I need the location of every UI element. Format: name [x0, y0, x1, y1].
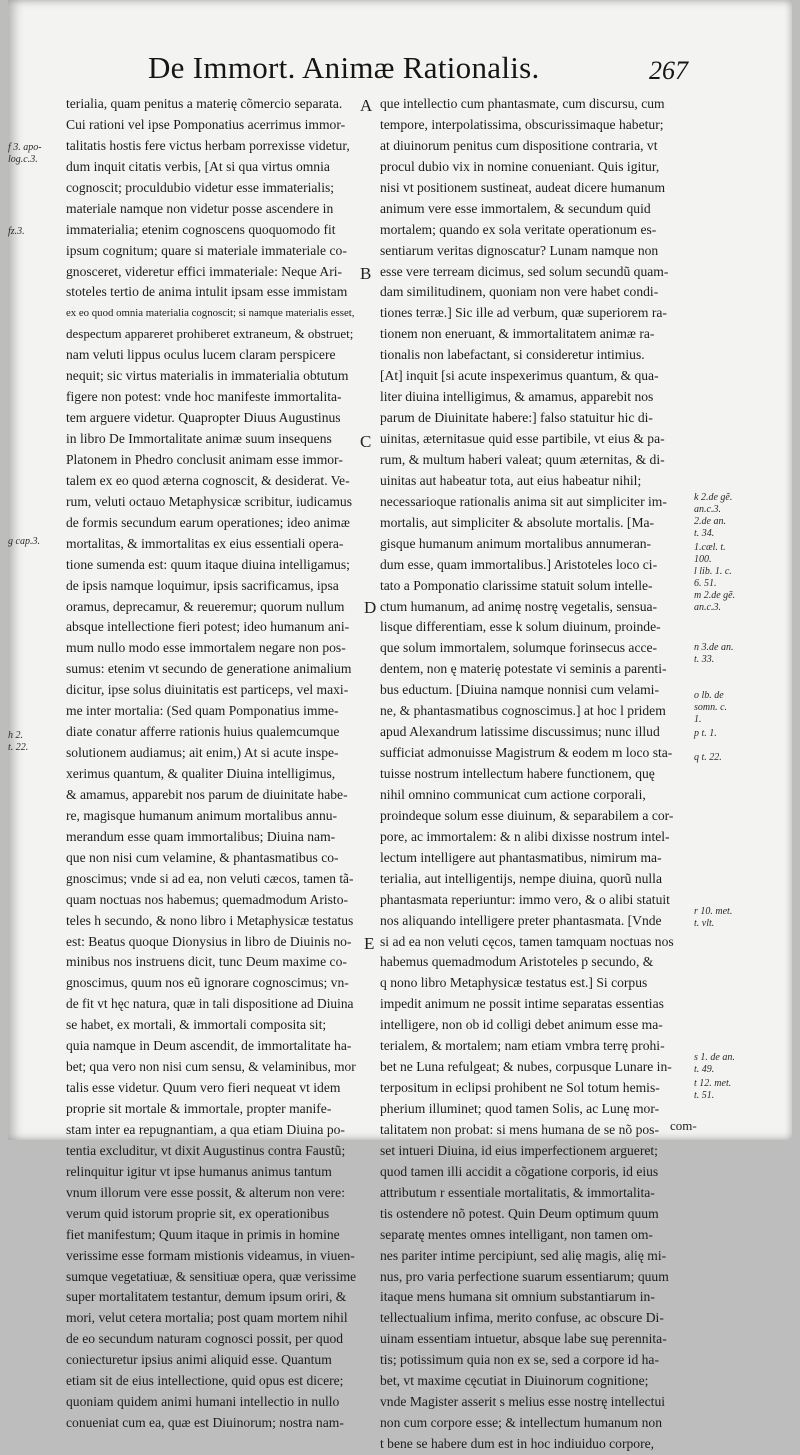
text-line: tellectualium infima, merito confuse, ac obscure Di- [380, 1310, 664, 1326]
text-line: rum, & multum haberi valeat; quum æternitas, & di- [380, 451, 665, 467]
text-line: minibus nos instruens dicit, tunc Deum maxime co- [66, 954, 347, 970]
text-line: de ipsis namque loquimur, ipsis sacrificamus, ipsa [66, 577, 339, 593]
page-title: De Immort. Animæ Rationalis. [148, 50, 540, 85]
text-line: set intueri Diuina, id eius imperfectionem argueret; [380, 1142, 658, 1158]
text-line: sumus: etenim vt secundo de generatione animalium [66, 661, 352, 677]
text-line: Cui rationi vel ipse Pomponatius acerrimus immor- [66, 116, 346, 132]
text-line: Platonem in Phedro conclusit animam esse immor- [66, 451, 343, 467]
text-line: ctum humanum, ad animę nostrę vegetalis, sensua- [380, 598, 658, 614]
text-line: lisque differentiam, esse k solum diuinum, proinde- [380, 619, 661, 635]
text-line: tempore, interpolatissima, obscurissimaque habetur; [380, 116, 664, 132]
text-line: intelligere, non ob id colligi debet animum esse ma- [380, 1017, 663, 1033]
section-marker-e: E [364, 934, 375, 953]
running-header [148, 50, 688, 98]
text-line: non cum corpore esse; & intellectum humanum non [380, 1415, 663, 1431]
text-line: tem arguere videtur. Quapropter Diuus Augustinus [66, 410, 341, 426]
text-line: liter diuina intelligimus, & amamus, apparebit nos [380, 389, 654, 405]
margin-note-left: g cap.3. [8, 536, 40, 547]
margin-note-right: k 2.de gẽ. an.c.3. 2.de an. t. 34. [694, 492, 733, 539]
text-line: despectum appareret prohiberet extraneum, & obstruet; [66, 326, 354, 342]
text-line: animum vere esse immortalem, & secundum quid [380, 200, 651, 216]
text-line: si ad ea non veluti cęcos, tamen tamquam noctuas nos [380, 933, 674, 949]
text-line: merandum esse quam immortalibus; Diuina nam- [66, 828, 336, 844]
text-line: rum, veluti octauo Metaphysicæ scribitur, iudicamus [66, 493, 352, 509]
text-line: stam inter ea repugnantiam, a qua etiam Diuina po- [66, 1121, 345, 1137]
text-line: nequit; sic virtus materialis in immaterialia obtutum [66, 368, 349, 384]
text-line: ne, & phantasmatibus cognoscimus.] at hoc l pridem [380, 703, 666, 719]
margin-note-right: s 1. de an. t. 49. [694, 1052, 735, 1075]
margin-note-left: h 2. t. 22. [8, 730, 29, 753]
margin-note-left: fz.3. [8, 226, 25, 237]
text-line: bet; qua vero non nisi cum sensu, & velaminibus, mor [66, 1059, 356, 1075]
text-line: diate conatur afferre rationis huius qualemcumque [66, 724, 340, 740]
text-line: bet, vt maxime cęcutiat in Diuinorum cognitione; [380, 1373, 649, 1389]
text-line: re, magisque humanum animum mortalibus annu- [66, 807, 338, 823]
margin-note-right: m 2.de gẽ. an.c.3. [694, 590, 736, 613]
text-line: figere non potest: vnde hoc manifeste immortalita- [66, 389, 342, 405]
text-line: xerimus quantum, & qualiter Diuina intelligimus, [66, 766, 336, 781]
text-line: tis; potissimum quia non ex se, sed a corpore id ha- [380, 1352, 659, 1368]
text-line: quoniam quidem animi humani intellectio in nullo [66, 1394, 340, 1410]
section-marker-d: D [364, 598, 377, 617]
text-line: dam similitudinem, quoniam non vere habet condi- [380, 284, 659, 300]
text-line: talem ex eo quod æterna cognoscit, & desiderat. Ve- [66, 472, 350, 488]
text-line: pherium illuminet; quod tamen Solis, ac Lunę mor- [380, 1101, 660, 1116]
text-line: tione sumenda est: quum itaque diuina intelligamus; [66, 556, 350, 572]
text-line: dum esse, quam immortalibus.] Aristoteles loco ci- [380, 556, 658, 572]
margin-note-right: r 10. met. t. vlt. [694, 906, 733, 929]
text-line: uinitas aut habeatur tota, aut eius habeatur nihil; [380, 472, 642, 488]
text-line: uinam essentiam intuetur, absque labe suę perennita- [380, 1331, 667, 1347]
text-line: nes pariter intime percipiunt, sed alię magis, alię mi- [380, 1247, 667, 1263]
text-line: habemus quemadmodum Aristoteles p secundo, & [380, 954, 654, 970]
text-line: pore, ac immortalem: & n alibi dixisse nostrum intel- [380, 828, 670, 844]
text-line: sentiarum veritas dignoscatur? Lunam namque non [380, 242, 659, 258]
text-line: in libro De Immortalitate animæ suum insequens [66, 431, 332, 446]
text-line: uinitas, æternitasue quid esse partibile, vt eius & pa- [380, 431, 665, 446]
text-line: mortalem; quando ex sola veritate operationum es- [380, 221, 657, 237]
text-line: lectum intelligere aut phantasmatibus, nimirum ma- [380, 849, 662, 865]
right-text-column [380, 94, 688, 1455]
text-line: super mortalitatem testantur, demum ipsum oriri, & [66, 1289, 347, 1305]
text-line: necessarioque rationalis anima sit aut simpliciter im- [380, 493, 667, 509]
text-line: fiet manifestum; Quum itaque in primis in homine [66, 1226, 340, 1242]
text-line: etiam sit de eius intellectione, quid opus est dicere; [66, 1373, 344, 1389]
margin-note-right: n 3.de an. t. 33. [694, 642, 734, 665]
margin-note-right: q t. 22. [694, 752, 722, 763]
margin-note-left: f 3. apo- log.c.3. [8, 142, 42, 165]
text-line: nos aliquando intelligere preter phantasmata. [Vnde [380, 912, 662, 928]
page-number: 267 [649, 56, 688, 85]
text-line: impedit animum ne possit intime separatas essentias [380, 996, 664, 1012]
text-line: relinquitur igitur vt ipse humanus animus tantum [66, 1163, 332, 1179]
text-line: apud Alexandrum latissime discussimus; nunc illud [380, 724, 660, 740]
text-line: gnoscimus; vnde si ad ea, non veluti cæcos, tamen tã- [66, 870, 354, 886]
text-line: que intellectio cum phantasmate, cum discursu, cum [380, 96, 665, 111]
section-marker-a: A [360, 96, 373, 115]
text-line: talis esse videtur. Quum vero fieri nequeat vt idem [66, 1080, 341, 1096]
text-line: tionalis non labefactant, si consideretur intimius. [380, 347, 645, 363]
text-line: tiones terræ.] Sic ille ad verbum, quæ superiorem ra- [380, 305, 667, 321]
text-line: mum nullo modo esse immortalem negare non pos- [66, 640, 346, 656]
text-line: terialia, aut intelligentijs, nempe diuina, quorũ nulla [380, 870, 662, 886]
text-line: de fit vt hęc natura, quæ in tali dispositione ad Diuina [66, 996, 354, 1012]
text-line: dicitur, ipse solus diuinitatis est particeps, vel maxi- [66, 682, 349, 698]
text-line: gisque humanum animum mortalibus annumeran- [380, 535, 652, 551]
text-line: de eo secundum naturam cognosci possit, per quod [66, 1331, 344, 1347]
text-line: verissime esse formam mistionis videamus, in viuen- [66, 1247, 355, 1263]
text-line: oramus, deprecamur, & reueremur; quorum nullum [66, 598, 345, 614]
book-page [8, 0, 792, 1451]
text-line: conueniat cum ea, quæ est Diuinorum; nostra nam- [66, 1415, 344, 1431]
section-marker-c: C [360, 432, 372, 451]
text-line: parum de Diuinitate habere:] falso statuitur hic di- [380, 410, 653, 426]
text-line: tionem non eneruant, & immortalitatem animæ ra- [380, 326, 655, 342]
text-line: bet ne Luna refulgeat; & nubes, corpusque Lunare in- [380, 1059, 672, 1075]
text-line: q nono libro Metaphysicæ testatus est.] Si corpus [380, 975, 648, 991]
text-line: est: Beatus quoque Dionysius in libro de Diuinis no- [66, 933, 352, 949]
text-line: & amamus, apparebit nos parum de diuinitate habe- [66, 786, 348, 802]
text-line: sumque vegetatiuæ, & sensitiuæ opera, quæ verissime [66, 1268, 357, 1284]
text-line: ex eo quod omnia materialia cognoscit; si namque materialis esset, [66, 307, 355, 320]
text-line: nisi vt positionem sustineat, audeat dicere humanum [380, 179, 666, 195]
text-line: cognoscit; proculdubio videtur esse immaterialis; [66, 179, 335, 195]
text-line: tis ostendere nõ potest. Quin Deum optimum quum [380, 1205, 659, 1221]
text-line: mortalitas, & immortalitas ex eius essentiali opera- [66, 535, 344, 551]
text-line: ipsum cognitum; quare si materiale immateriale co- [66, 242, 347, 258]
text-line: at diuinorum penitus cum dispositione contraria, vt [380, 137, 658, 153]
section-marker-b: B [360, 264, 372, 283]
text-line: sufficiat admonuisse Magistrum & eodem m loco sta- [380, 745, 673, 761]
text-line: quod tamen illi accidit a cõgatione corporis, id eius [380, 1163, 659, 1179]
text-line: immaterialia; etenim cognoscens quoquomodo fit [66, 221, 336, 237]
text-line: materiale namque non videtur posse ascendere in [66, 200, 334, 216]
margin-note-right: l lib. 1. c. 6. 51. [694, 566, 732, 589]
text-line: tuisse nostrum intellectum habere functionem, quę [380, 766, 655, 781]
text-line: [At] inquit [si acute inspexerimus quantum, & qua- [380, 368, 659, 384]
text-line: gnosceret, videretur effici immateriale: Neque Ari- [66, 263, 343, 279]
margin-note-right: p t. 1. [694, 728, 717, 739]
text-line: gnoscimus, quum nos eũ ignorare cognoscimus; vn- [66, 975, 349, 991]
catchword: com- [670, 1118, 697, 1133]
text-line: quia namque in Deum ascendit, de immortalitate ha- [66, 1038, 352, 1054]
text-line: separatę mentes omnes intelligant, non tamen om- [380, 1226, 653, 1242]
margin-note-right: 1.cæl. t. 100. [694, 542, 726, 565]
text-line: verum quid istorum proprie sit, ex operationibus [66, 1205, 330, 1221]
text-line: proprie sit mortale & immortale, propter manife- [66, 1101, 332, 1116]
text-line: proindeque solum esse diuinum, & separabilem a cor- [380, 807, 674, 823]
text-line: stoteles tertio de anima intulit ipsam esse immistam [66, 284, 348, 300]
text-line: tentia excluditur, vt dixit Augustinus contra Faustũ; [66, 1142, 346, 1158]
text-line: nus, pro varia perfectione suarum essentiarum; quum [380, 1268, 669, 1284]
text-line: talitatis hostis fere victus herbam porrexisse videtur, [66, 137, 350, 153]
text-line: nam veluti lippus oculus lucem claram perspicere [66, 347, 336, 363]
text-line: t bene se habere dum est in hoc indiuiduo corpore, [380, 1436, 655, 1451]
margin-note-right: o lb. de somn. c. 1. [694, 690, 728, 725]
text-line: que non nisi cum velamine, & phantasmatibus co- [66, 849, 339, 865]
text-line: vnde Magister asserit s melius esse nostrę intellectui [380, 1394, 666, 1410]
text-line: vnum illorum vere esse possit, & alterum non vere: [66, 1184, 345, 1200]
text-line: itaque mens humana sit omnium substantiarum in- [380, 1289, 655, 1305]
text-line: tato a Pomponatio clarissime statuit solum intelle- [380, 577, 653, 593]
text-line: dentem, non ę materię potestate vi seminis a parenti- [380, 661, 667, 677]
text-line: de formis secundum earum operationes; ideo animæ [66, 514, 350, 530]
text-line: terpositum in eclipsi prohibent ne Sol totum hemis- [380, 1080, 660, 1096]
text-line: dum inquit citatis verbis, [At si qua virtus omnia [66, 158, 330, 174]
margin-note-right: t 12. met. t. 51. [694, 1078, 732, 1101]
text-line: nihil omnino communicat cum actione corporali, [380, 786, 646, 802]
text-line: terialia, quam penitus a materię cõmercio separata. [66, 96, 343, 111]
text-line: absque intellectione fieri potest; ideo humanum ani- [66, 619, 350, 635]
left-text-column [66, 94, 356, 1434]
text-line: solutionem audiamus; ait enim,) At si acute inspe- [66, 745, 339, 761]
text-line: esse vere terream dicimus, sed solum secundũ quam- [380, 263, 669, 279]
text-line: procul dubio vix in nomine conueniant. Quis igitur, [380, 158, 660, 174]
text-line: teles h secundo, & nono libro i Metaphysicæ testatus [66, 912, 354, 928]
text-line: talitatem non probat: si mens humana de se nõ pos- [380, 1121, 659, 1137]
text-line: que solum immortalem, solumque forinsecus acce- [380, 640, 658, 656]
text-line: mori, velut cetera mortalia; post quam mortem nihil [66, 1310, 348, 1326]
text-line: terialem, & mortalem; nam etiam vmbra terrę prohi- [380, 1038, 665, 1054]
text-line: mortalis, aut simpliciter & absolute mortalis. [Ma- [380, 514, 655, 530]
text-line: phantasmata reperiuntur: immo vero, & o alibi statuit [380, 891, 670, 907]
text-line: quam noctuas nos habemus; quemadmodum Aristo- [66, 891, 349, 907]
text-line: bus eductum. [Diuina namque nonnisi cum velami- [380, 682, 659, 698]
text-line: coniecturetur ipsius animi aliquid esse. Quantum [66, 1352, 332, 1368]
text-line: attributum r essentiale mortalitatis, & immortalita- [380, 1184, 655, 1200]
text-line: me inter mortalia: (Sed quam Pomponatius imme- [66, 703, 339, 719]
text-line: se habet, ex mortali, & immortali composita sit; [66, 1017, 327, 1033]
